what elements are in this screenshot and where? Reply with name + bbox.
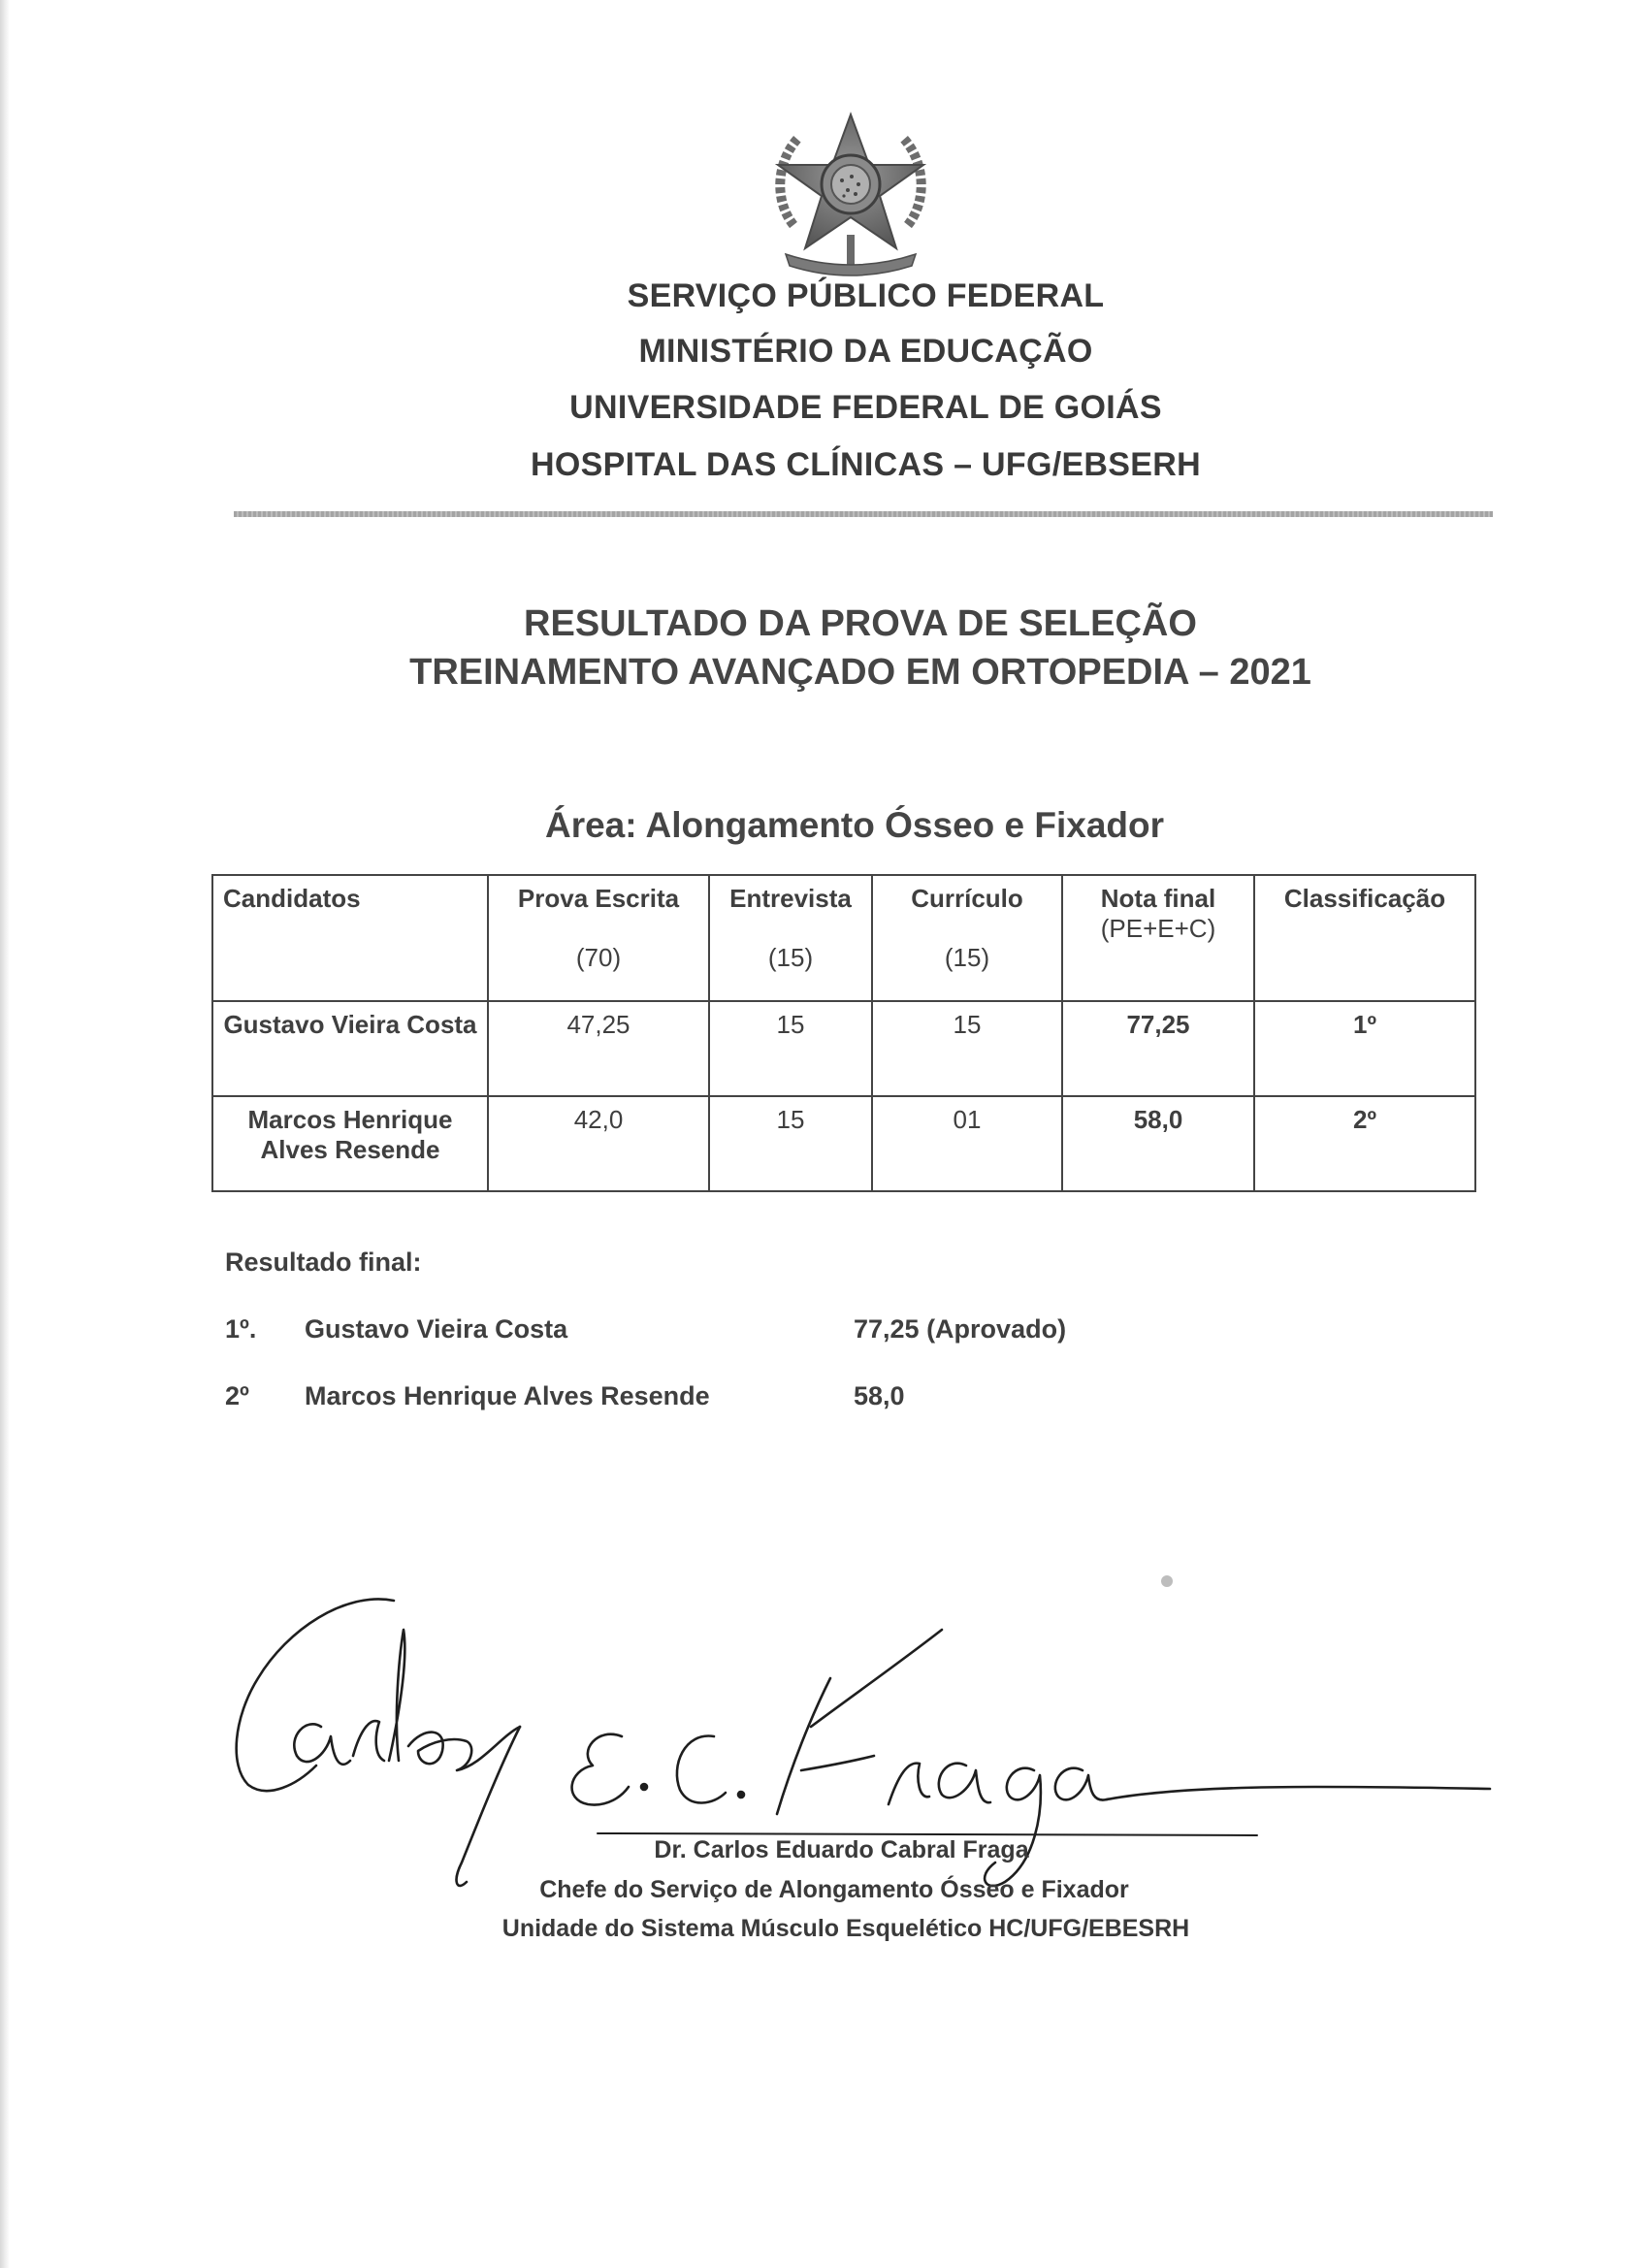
header-line-ministry: MINISTÉRIO DA EDUCAÇÃO [638,333,1093,370]
header-line-university: UNIVERSIDADE FEDERAL DE GOIÁS [569,389,1162,426]
header-entrevista-label: Entrevista [729,884,852,913]
signatory-name: Dr. Carlos Eduardo Cabral Fraga [654,1836,1029,1863]
area-heading: Área: Alongamento Ósseo e Fixador [544,805,1165,845]
entrevista-score: 15 [709,1001,872,1096]
final-result-label: Resultado final: [225,1247,422,1277]
candidate-name: Marcos Henrique Alves Resende [212,1096,488,1191]
nota-final-score: 58,0 [1062,1096,1254,1191]
header-nota-formula: (PE+E+C) [1100,914,1216,943]
header-nota-label: Nota final [1100,884,1216,913]
prova-score: 47,25 [488,1001,709,1096]
header-prova-escrita [488,875,709,1001]
header-line-service: SERVIÇO PÚBLICO FEDERAL [627,277,1105,314]
entrevista-score: 15 [709,1096,872,1191]
final-rank: 2º [225,1381,249,1410]
header-entrevista [709,875,872,1001]
header-prova-max: (70) [575,943,622,972]
final-score: 77,25 (Aprovado) [854,1314,1067,1344]
document-title: RESULTADO DA PROVA DE SELEÇÃO [524,603,1197,644]
table-header-row [212,875,1475,1001]
prova-score: 42,0 [488,1096,709,1191]
header-curriculo [872,875,1062,1001]
header-curriculo-max: (15) [944,943,990,972]
candidate-name: Gustavo Vieira Costa [212,1001,488,1096]
classificacao-value: 2º [1254,1096,1475,1191]
brazil-coat-of-arms-icon [764,109,937,279]
final-result-item [225,1314,1195,1347]
final-rank: 1º. [225,1314,257,1344]
nota-final-score: 77,25 [1062,1001,1254,1096]
final-name: Gustavo Vieira Costa [305,1314,568,1344]
header-divider [234,511,1493,517]
signatory-role: Chefe do Serviço de Alongamento Ósseo e Fixador [539,1876,1129,1903]
header-curriculo-label: Currículo [911,884,1023,913]
classificacao-value: 1º [1254,1001,1475,1096]
final-result-item [225,1381,1195,1414]
table-row [212,1001,1475,1096]
signatory-unit: Unidade do Sistema Músculo Esquelético HC/UFG/EBESRH [501,1915,1190,1942]
header-prova-label: Prova Escrita [517,884,680,913]
table-row [212,1096,1475,1191]
header-line-hospital: HOSPITAL DAS CLÍNICAS – UFG/EBSERH [531,446,1201,483]
header-entrevista-max: (15) [767,943,814,972]
results-table [211,874,1476,1192]
header-classificacao: Classificação [1254,875,1475,1001]
final-score: 58,0 [854,1381,905,1410]
curriculo-score: 01 [872,1096,1062,1191]
final-name: Marcos Henrique Alves Resende [305,1381,710,1410]
document-subtitle: TREINAMENTO AVANÇADO EM ORTOPEDIA – 2021 [409,652,1311,693]
header-candidatos: Candidatos [212,875,488,1001]
curriculo-score: 15 [872,1001,1062,1096]
header-nota-final [1062,875,1254,1001]
